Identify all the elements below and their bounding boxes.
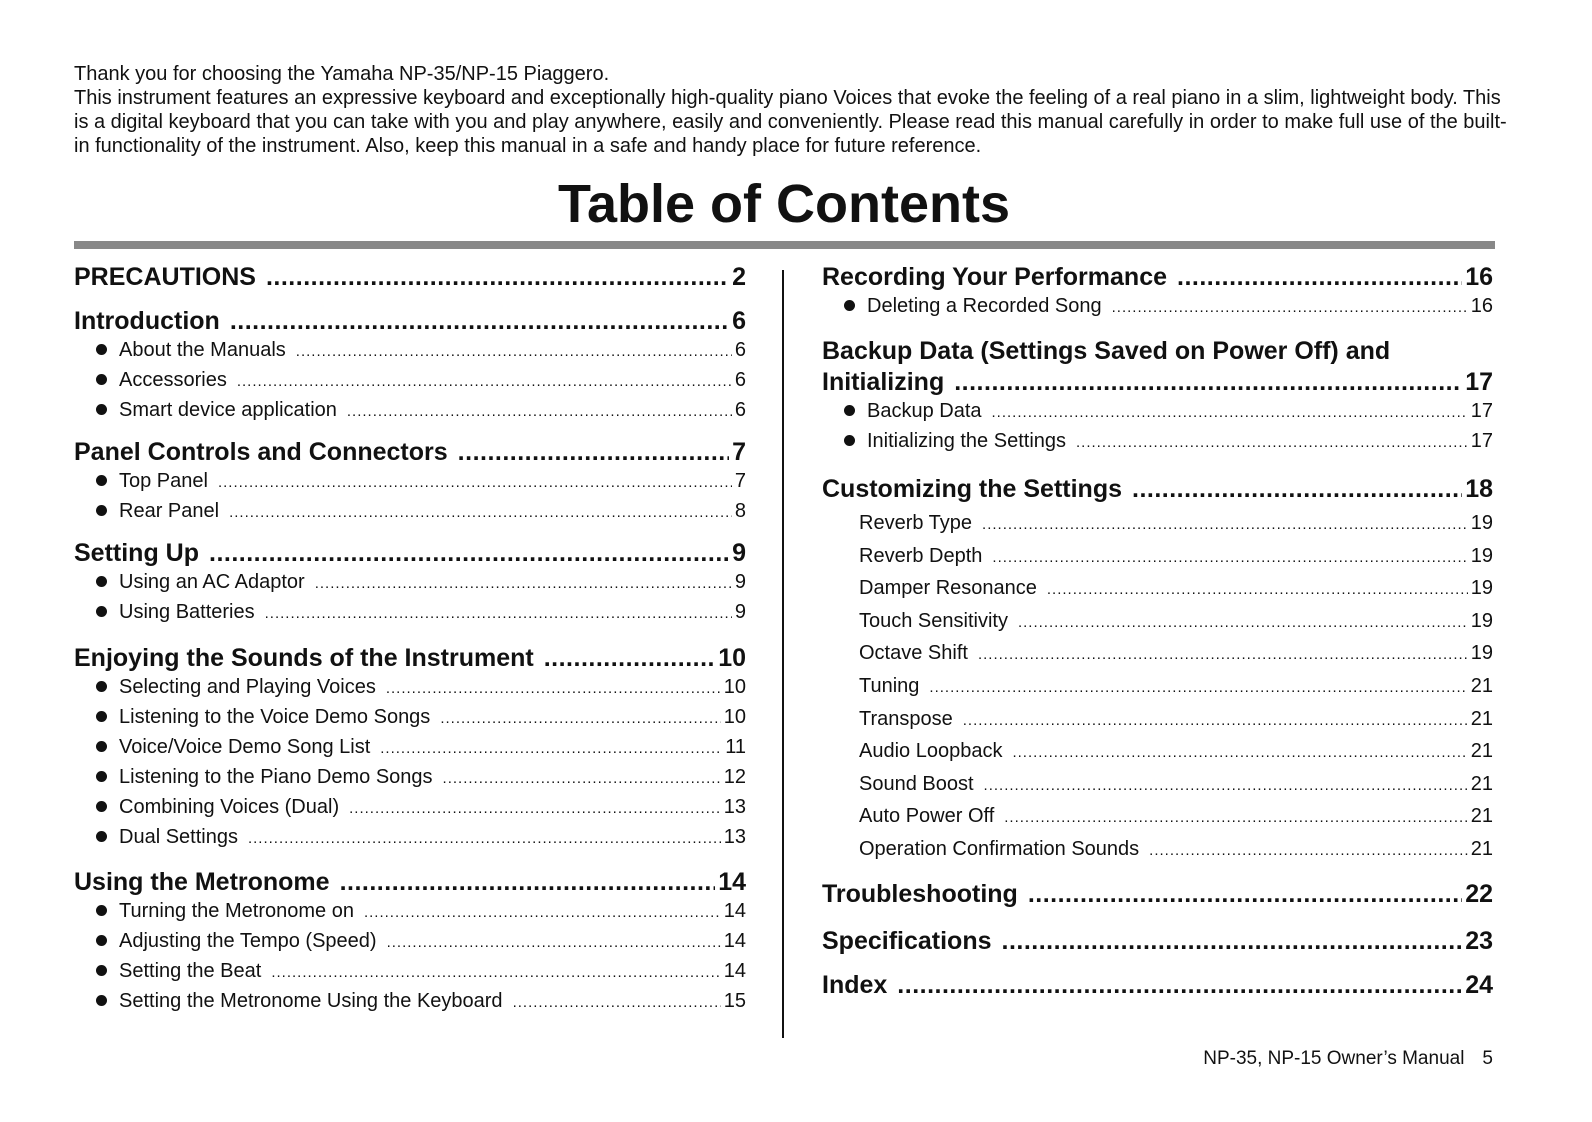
leader-dots	[1149, 835, 1468, 867]
leader-dots	[992, 398, 1468, 427]
bullet-icon	[844, 435, 855, 446]
leader-dots	[266, 262, 729, 292]
toc-page-number: 17	[1470, 430, 1493, 452]
toc-page-number: 19	[1470, 512, 1493, 534]
toc-page-number: 8	[734, 500, 746, 522]
toc-item-label: Audio Loopback	[859, 740, 1003, 763]
bullet-icon	[96, 965, 107, 976]
leader-dots	[1002, 926, 1463, 956]
toc-page-number: 10	[723, 706, 746, 728]
bullet-icon	[96, 771, 107, 782]
toc-item-label: Using an AC Adaptor	[119, 571, 305, 593]
toc-item-label: Operation Confirmation Sounds	[859, 837, 1140, 860]
toc-item-label: Selecting and Playing Voices	[119, 676, 376, 698]
toc-item-label: Auto Power Off	[859, 805, 995, 828]
bullet-icon	[96, 831, 107, 842]
toc-left-column	[74, 260, 746, 1017]
leader-dots	[237, 367, 732, 396]
toc-section-introduction[interactable]	[74, 306, 746, 336]
leader-dots	[440, 704, 720, 733]
bullet-icon	[96, 995, 107, 1006]
toc-section-troubleshooting[interactable]	[822, 879, 1493, 909]
leader-dots	[929, 672, 1467, 704]
toc-item[interactable]	[74, 336, 746, 366]
toc-item-label: Setting the Beat	[119, 960, 262, 982]
toc-page-number: 17	[1470, 400, 1493, 422]
toc-item[interactable]	[822, 769, 1493, 802]
toc-section-recording[interactable]	[822, 262, 1493, 292]
toc-item[interactable]	[74, 763, 746, 793]
leader-dots	[984, 770, 1468, 802]
toc-section-setting-up[interactable]	[74, 538, 746, 568]
footer-page-number: 5	[1482, 1048, 1493, 1069]
toc-section-enjoying-sounds[interactable]	[74, 643, 746, 673]
toc-item-label: Accessories	[119, 369, 227, 391]
toc-page-number: 21	[1470, 837, 1493, 860]
leader-dots	[386, 674, 721, 703]
leader-dots	[1028, 879, 1462, 909]
leader-dots	[387, 928, 721, 957]
toc-page-number: 9	[734, 571, 746, 593]
toc-page-number: 16	[1465, 263, 1493, 291]
toc-section-precautions[interactable]	[74, 262, 746, 292]
toc-page-number: 15	[723, 990, 746, 1012]
toc-item-label: Rear Panel	[119, 500, 220, 522]
toc-section-customizing[interactable]	[822, 474, 1493, 504]
toc-section-label: Using the Metronome	[74, 868, 330, 896]
toc-page-number: 23	[1465, 926, 1493, 955]
toc-item[interactable]	[74, 987, 746, 1017]
toc-item[interactable]	[74, 897, 746, 927]
leader-dots	[1076, 428, 1468, 457]
toc-page-number: 10	[718, 644, 746, 672]
bullet-icon	[96, 576, 107, 587]
toc-page-number: 14	[723, 960, 746, 982]
leader-dots	[349, 794, 721, 823]
toc-item[interactable]	[74, 927, 746, 957]
toc-item[interactable]	[822, 671, 1493, 704]
toc-page-number: 13	[723, 796, 746, 818]
toc-page-number: 22	[1465, 879, 1493, 908]
leader-dots	[897, 970, 1462, 1000]
toc-section-index[interactable]	[822, 970, 1493, 1000]
manual-name: NP-35, NP-15 Owner’s Manual	[1203, 1048, 1465, 1069]
toc-section-label: Troubleshooting	[822, 879, 1018, 908]
toc-section-label: Customizing the Settings	[822, 475, 1122, 503]
toc-item-label: Touch Sensitivity	[859, 609, 1008, 632]
leader-dots	[513, 988, 721, 1017]
toc-item-label: Listening to the Piano Demo Songs	[119, 766, 433, 788]
toc-item-label: Tuning	[859, 674, 920, 697]
toc-item[interactable]	[74, 366, 746, 396]
toc-item-label: Smart device application	[119, 399, 337, 421]
toc-item-label: Voice/Voice Demo Song List	[119, 736, 371, 758]
leader-dots	[230, 306, 729, 336]
leader-dots	[1047, 574, 1468, 606]
toc-item-label: Reverb Type	[859, 512, 973, 534]
toc-page-number: 14	[723, 900, 746, 922]
leader-dots	[364, 898, 721, 927]
toc-page-number: 9	[732, 539, 746, 567]
leader-dots	[315, 569, 732, 598]
leader-dots	[296, 337, 732, 366]
bullet-icon	[96, 711, 107, 722]
toc-section-label: PRECAUTIONS	[74, 263, 256, 291]
intro-line-2: This instrument features an expressive keyboard and exceptionally high-quality piano Voices that evoke the feeling of a real piano in a slim, lightweight body. This is a digital keyboard that you can take with you and play anywhere, easily and conveniently. Please read this manual carefully in order to make full use of the built-in functionality of the instrument. Also, keep this manual in a safe and handy place for future reference.	[74, 87, 1507, 157]
toc-item[interactable]	[822, 606, 1493, 639]
toc-item[interactable]	[74, 957, 746, 987]
toc-page-number: 13	[723, 826, 746, 848]
leader-dots	[271, 958, 720, 987]
bullet-icon	[96, 905, 107, 916]
toc-item-label: Adjusting the Tempo (Speed)	[119, 930, 377, 952]
toc-section-label: Specifications	[822, 926, 992, 955]
toc-page-number: 7	[732, 438, 746, 466]
leader-dots	[248, 824, 721, 853]
toc-item[interactable]	[74, 497, 746, 527]
toc-page-number: 19	[1470, 609, 1493, 632]
bullet-icon	[844, 405, 855, 416]
leader-dots	[229, 498, 732, 527]
toc-page-number: 10	[723, 676, 746, 698]
leader-dots	[963, 705, 1468, 737]
toc-section-backup[interactable]	[822, 367, 1493, 397]
leader-dots	[978, 639, 1468, 671]
leader-dots	[1018, 607, 1468, 639]
toc-item[interactable]	[74, 823, 746, 853]
leader-dots	[209, 538, 729, 568]
toc-page-number: 12	[723, 766, 746, 788]
leader-dots	[340, 867, 716, 897]
toc-item[interactable]	[74, 703, 746, 733]
toc-page-number: 19	[1470, 642, 1493, 665]
toc-item[interactable]	[74, 598, 746, 628]
toc-item-label: Damper Resonance	[859, 577, 1037, 600]
toc-item[interactable]	[74, 467, 746, 497]
toc-page-number: 14	[723, 930, 746, 952]
toc-item[interactable]	[74, 793, 746, 823]
toc-item[interactable]	[74, 568, 746, 598]
toc-item[interactable]	[74, 396, 746, 426]
toc-item[interactable]	[822, 541, 1493, 574]
toc-section-label: Panel Controls and Connectors	[74, 438, 448, 466]
toc-item-label: Deleting a Recorded Song	[867, 295, 1102, 317]
leader-dots	[458, 437, 729, 467]
bullet-icon	[96, 801, 107, 812]
toc-item-label: Reverb Depth	[859, 544, 983, 567]
toc-item-label: Backup Data	[867, 400, 982, 422]
title-rule	[74, 241, 1495, 249]
toc-item-label: Using Batteries	[119, 601, 255, 623]
intro-text	[74, 62, 1514, 158]
toc-section-metronome[interactable]	[74, 867, 746, 897]
page-footer	[1203, 1047, 1493, 1071]
toc-page-number: 21	[1470, 740, 1493, 763]
toc-item-label: About the Manuals	[119, 339, 286, 361]
toc-page-number: 9	[734, 601, 746, 623]
toc-right-column	[822, 260, 1493, 1000]
toc-page-number: 16	[1470, 295, 1493, 317]
toc-page-number: 6	[734, 369, 746, 391]
leader-dots	[265, 599, 732, 628]
toc-item[interactable]	[822, 704, 1493, 737]
toc-item-label: Turning the Metronome on	[119, 900, 354, 922]
toc-section-label: Index	[822, 970, 888, 999]
toc-section-label: Initializing	[822, 368, 945, 396]
toc-item[interactable]	[822, 736, 1493, 769]
leader-dots	[380, 734, 722, 763]
toc-page-number: 6	[734, 399, 746, 421]
toc-item-label: Top Panel	[119, 470, 208, 492]
leader-dots	[544, 643, 715, 673]
toc-page-number: 21	[1470, 674, 1493, 697]
toc-page-number: 21	[1470, 772, 1493, 795]
toc-page-number: 17	[1465, 368, 1493, 396]
toc-item[interactable]	[822, 427, 1493, 457]
bullet-icon	[96, 505, 107, 516]
bullet-icon	[844, 300, 855, 311]
leader-dots	[347, 397, 732, 426]
toc-page-number: 21	[1470, 707, 1493, 730]
toc-page-number: 7	[734, 470, 746, 492]
bullet-icon	[96, 344, 107, 355]
toc-section-backup-line1[interactable]: Backup Data (Settings Saved on Power Off) and	[822, 337, 1391, 365]
toc-item[interactable]	[822, 508, 1493, 541]
toc-page-number: 2	[732, 263, 746, 291]
toc-section-label: Recording Your Performance	[822, 263, 1167, 291]
toc-section-panel-controls[interactable]	[74, 437, 746, 467]
leader-dots	[982, 509, 1468, 541]
toc-section-label: Introduction	[74, 307, 220, 335]
toc-item[interactable]	[74, 733, 746, 763]
toc-page-number: 18	[1465, 475, 1493, 503]
toc-item-label: Listening to the Voice Demo Songs	[119, 706, 431, 728]
bullet-icon	[96, 475, 107, 486]
toc-page-number: 19	[1470, 577, 1493, 600]
bullet-icon	[96, 404, 107, 415]
leader-dots	[218, 468, 732, 497]
column-divider	[782, 270, 784, 1038]
leader-dots	[992, 542, 1467, 574]
toc-item-label: Transpose	[859, 707, 953, 730]
toc-section-label: Enjoying the Sounds of the Instrument	[74, 644, 534, 672]
bullet-icon	[96, 681, 107, 692]
toc-page-number: 6	[732, 307, 746, 335]
leader-dots	[1132, 474, 1462, 504]
customizing-items	[822, 508, 1493, 867]
bullet-icon	[96, 374, 107, 385]
leader-dots	[443, 764, 721, 793]
toc-item-label: Initializing the Settings	[867, 430, 1067, 452]
toc-page-number: 14	[718, 868, 746, 896]
leader-dots	[1004, 802, 1467, 834]
bullet-icon	[96, 741, 107, 752]
toc-section-label: Setting Up	[74, 539, 199, 567]
toc-item[interactable]	[822, 638, 1493, 671]
leader-dots	[1112, 293, 1468, 322]
toc-item[interactable]	[74, 673, 746, 703]
leader-dots	[954, 367, 1462, 397]
toc-item[interactable]	[822, 573, 1493, 606]
bullet-icon	[96, 935, 107, 946]
toc-page-number: 21	[1470, 805, 1493, 828]
toc-item[interactable]	[822, 292, 1493, 322]
toc-item-label: Dual Settings	[119, 826, 238, 848]
toc-item-label: Setting the Metronome Using the Keyboard	[119, 990, 503, 1012]
toc-item[interactable]	[822, 397, 1493, 427]
toc-item-label: Combining Voices (Dual)	[119, 796, 340, 818]
toc-page-number: 6	[734, 339, 746, 361]
toc-item-label: Octave Shift	[859, 642, 968, 665]
toc-page-number: 19	[1470, 544, 1493, 567]
toc-page-number: 11	[725, 736, 746, 758]
toc-page-number: 24	[1465, 970, 1493, 999]
leader-dots	[1012, 737, 1467, 769]
intro-line-1: Thank you for choosing the Yamaha NP-35/NP-15 Piaggero.	[74, 63, 610, 85]
toc-item[interactable]	[822, 801, 1493, 834]
toc-item[interactable]	[822, 834, 1493, 867]
toc-item-label: Sound Boost	[859, 772, 974, 795]
toc-section-specifications[interactable]	[822, 926, 1493, 956]
leader-dots	[1177, 262, 1462, 292]
page-title: Table of Contents	[558, 174, 1010, 234]
bullet-icon	[96, 606, 107, 617]
